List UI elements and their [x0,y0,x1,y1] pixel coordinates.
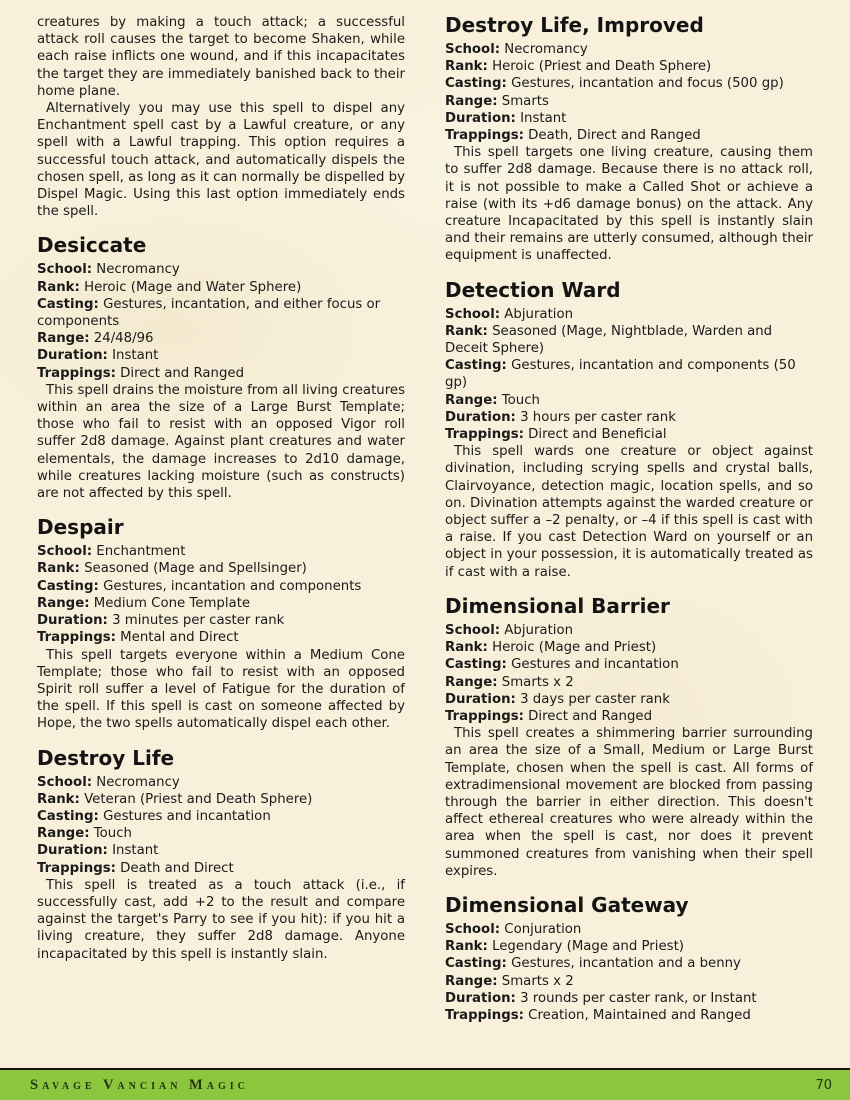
stat-line: School: Abjuration [445,306,574,322]
stat-label: Casting: [445,358,507,374]
stat-line: Rank: Heroic (Mage and Priest) [445,640,657,656]
stat-line: Casting: Gestures, incantation and components [37,578,362,594]
stat-line: Duration: Instant [37,843,159,859]
stat-label: Duration: [37,843,108,859]
spell-description [445,144,813,264]
stat-line: Rank: Heroic (Priest and Death Sphere) [445,59,712,75]
stat-line: Casting: Gestures and incantation [445,657,679,673]
stat-label: Trappings: [445,427,524,443]
stat-label: Rank: [37,279,80,295]
stat-line: School: Conjuration [445,921,582,937]
book-title: Savage Vancian Magic [30,1076,249,1093]
stat-line: School: Enchantment [37,544,186,560]
left-column [37,14,405,1024]
stat-line: Rank: Heroic (Mage and Water Sphere) [37,279,302,295]
stat-label: Range: [37,331,90,347]
description-paragraph: This spell targets one living creature, causing them to suffer 2d8 damage. Because there is no attack roll, it is not possible to make a Called Shot or achieve a raise (with its +d6 damage bonus) on the attack. Any creature Incapacitated by this spell is instantly slain and their remains are utterly consumed, although their equipment is unaffected. [445,145,813,264]
stat-line: School: Necromancy [37,774,180,790]
stat-line: Rank: Seasoned (Mage, Nightblade, Warden and Deceit Sphere) [445,323,773,357]
stat-label: School: [37,262,93,278]
page-number: 70 [815,1077,832,1093]
stat-label: School: [445,921,501,937]
stat-label: Trappings: [37,365,116,381]
stat-label: Range: [445,93,498,109]
stat-line: Casting: Gestures, incantation and components (50 gp) [445,358,796,391]
right-column [445,14,813,1024]
spell-stats [445,306,813,444]
description-paragraph: This spell drains the moisture from all living creatures within an area the size of a Large Burst Template; those who fail to resist with an opposed Vigor roll suffer 2d8 damage. Against plant creatures and water elementals, the damage increases to 2d10 damage, while creatures lacking moisture (such as constructs) are not affected by this spell. [37,382,405,502]
description-paragraph: This spell targets everyone within a Medium Cone Template; those who fail to resist with an opposed Spirit roll suffer a level of Fatigue for the duration of the spell. If this spell is cast on someone affected by Hope, the two spells automatically dispel each other. [37,647,405,732]
stat-line: Range: Medium Cone Template [37,595,251,611]
stat-line: Rank: Veteran (Priest and Death Sphere) [37,791,313,807]
stat-line: School: Necromancy [445,42,588,57]
stat-label: Rank: [445,939,488,955]
description-paragraph: This spell is treated as a touch attack (i.e., if successfully cast, add +2 to the result and compare against the target's Parry to see if you hit): if you hit a living creature, they suffer 2d8 damage. Anyone incapacitated by this spell is instantly slain. [37,877,405,962]
stat-line: Duration: 3 hours per caster rank [445,409,676,425]
stat-label: Rank: [445,59,488,75]
spell-description [445,443,813,581]
stat-label: School: [445,42,501,57]
stat-label: Casting: [445,956,507,972]
stat-label: Casting: [445,76,507,92]
stat-line: Duration: 3 days per caster rank [445,691,670,707]
stat-line: Casting: Gestures, incantation, and either focus or components [37,296,381,330]
stat-label: School: [37,544,93,560]
stat-line: Range: Touch [445,392,540,408]
spell-name: Desiccate [37,233,147,258]
spell-description [445,725,813,880]
spell-stats [445,921,813,1024]
stat-label: Rank: [445,640,488,656]
spell-block-detection-ward [445,279,813,581]
spell-block-desiccate [37,234,405,502]
spell-block-despair [37,516,405,732]
spell-stats [445,41,813,144]
stat-label: Casting: [37,296,99,312]
stat-line: School: Necromancy [37,262,180,278]
continuation-paragraph: creatures by making a touch attack; a successful attack roll causes the target to become Shaken, while each raise inflicts one wound, and if this incapacitates the target they are immediately banished back to their home plane. [37,15,405,99]
stat-line: Trappings: Mental and Direct [37,630,239,646]
stat-line: Trappings: Direct and Ranged [445,708,653,724]
stat-label: School: [445,622,501,638]
spell-stats [445,622,813,725]
stat-line: Range: Smarts x 2 [445,973,574,989]
spell-description [37,382,405,502]
spell-name: Dimensional Barrier [445,593,670,618]
spell-stats [37,774,405,877]
stat-line: Casting: Gestures and incantation [37,808,271,824]
spell-name: Detection Ward [445,277,621,302]
stat-label: Casting: [37,578,99,594]
spell-stats [37,261,405,381]
stat-line: Trappings: Direct and Beneficial [445,427,667,443]
stat-label: Casting: [445,657,507,673]
spell-name: Dimensional Gateway [445,892,689,917]
stat-line: Duration: 3 minutes per caster rank [37,613,285,629]
stat-label: Casting: [37,808,99,824]
stat-line: Range: Smarts [445,93,549,109]
spell-description [37,877,405,963]
stat-label: Trappings: [445,128,524,144]
stat-label: Duration: [445,990,516,1006]
stat-line: Trappings: Death, Direct and Ranged [445,128,701,144]
stat-line: Trappings: Creation, Maintained and Ranged [445,1007,751,1023]
stat-line: Duration: 3 rounds per caster rank, or Instant [445,990,757,1006]
spell-block-destroy-life-improved [445,14,813,265]
two-column-layout [37,14,813,1024]
stat-line: Trappings: Death and Direct [37,860,234,876]
stat-label: Range: [37,826,90,842]
stat-label: Duration: [37,613,108,629]
stat-line: Duration: Instant [445,110,567,126]
spell-name: Destroy Life, Improved [445,13,704,37]
stat-label: Rank: [37,561,80,577]
page-footer [0,1068,850,1100]
stat-label: Rank: [445,323,488,339]
stat-line: Range: Touch [37,826,132,842]
stat-label: Range: [445,392,498,408]
stat-label: Duration: [445,110,516,126]
stat-line: Rank: Legendary (Mage and Priest) [445,939,684,955]
stat-label: School: [37,774,93,790]
description-paragraph: This spell creates a shimmering barrier surrounding an area the size of a Small, Medium or Large Burst Template, chosen when the spell is cast. All forms of extradimensional movement are blocked from passing through the barrier in either direction. This doesn't affect ethereal creatures who were already within the area when the spell is cast, nor does it prevent summoned creatures from vanishing when their spell expires. [445,726,813,879]
description-paragraph: This spell wards one creature or object against divination, including scrying spells and crystal balls, Clairvoyance, detection magic, location spells, and so on. Divination attempts against the warded creature or object suffer a –2 penalty, or –4 if this spell is cast with a raise. If you cast Detection Ward on yourself or an object in your possession, it is automatically treated as if cast with a raise. [445,444,813,580]
stat-label: Range: [37,595,90,611]
spell-description [37,647,405,733]
stat-label: Trappings: [37,860,116,876]
spell-block-dimensional-gateway [445,894,813,1024]
spell-stats [37,543,405,646]
stat-label: Duration: [445,409,516,425]
spell-name: Destroy Life [37,745,175,770]
stat-line: Range: 24/48/96 [37,331,154,347]
spell-name: Despair [37,515,124,540]
stat-line: Rank: Seasoned (Mage and Spellsinger) [37,561,307,577]
stat-label: Trappings: [445,708,524,724]
stat-label: Trappings: [37,630,116,646]
stat-line: Trappings: Direct and Ranged [37,365,245,381]
stat-label: Duration: [445,691,516,707]
stat-line: Casting: Gestures, incantation and a benny [445,956,741,972]
stat-line: Range: Smarts x 2 [445,674,574,690]
stat-label: Duration: [37,348,108,364]
continuation-paragraph: Alternatively you may use this spell to dispel any Enchantment spell cast by a Lawful creature, or any spell with a Lawful trapping. This option requires a successful touch attack, and automatically dispels the chosen spell, as long as it can normally be dispelled by Dispel Magic. Using this last option immediately ends the spell. [37,101,405,220]
stat-line: School: Abjuration [445,622,574,638]
stat-line: Casting: Gestures, incantation and focus (500 gp) [445,76,784,92]
stat-line: Duration: Instant [37,348,159,364]
spell-block-dimensional-barrier [445,595,813,880]
stat-label: Rank: [37,791,80,807]
stat-label: Range: [445,674,498,690]
stat-label: School: [445,306,501,322]
stat-label: Range: [445,973,498,989]
stat-label: Trappings: [445,1007,524,1023]
spell-block-destroy-life [37,747,405,963]
